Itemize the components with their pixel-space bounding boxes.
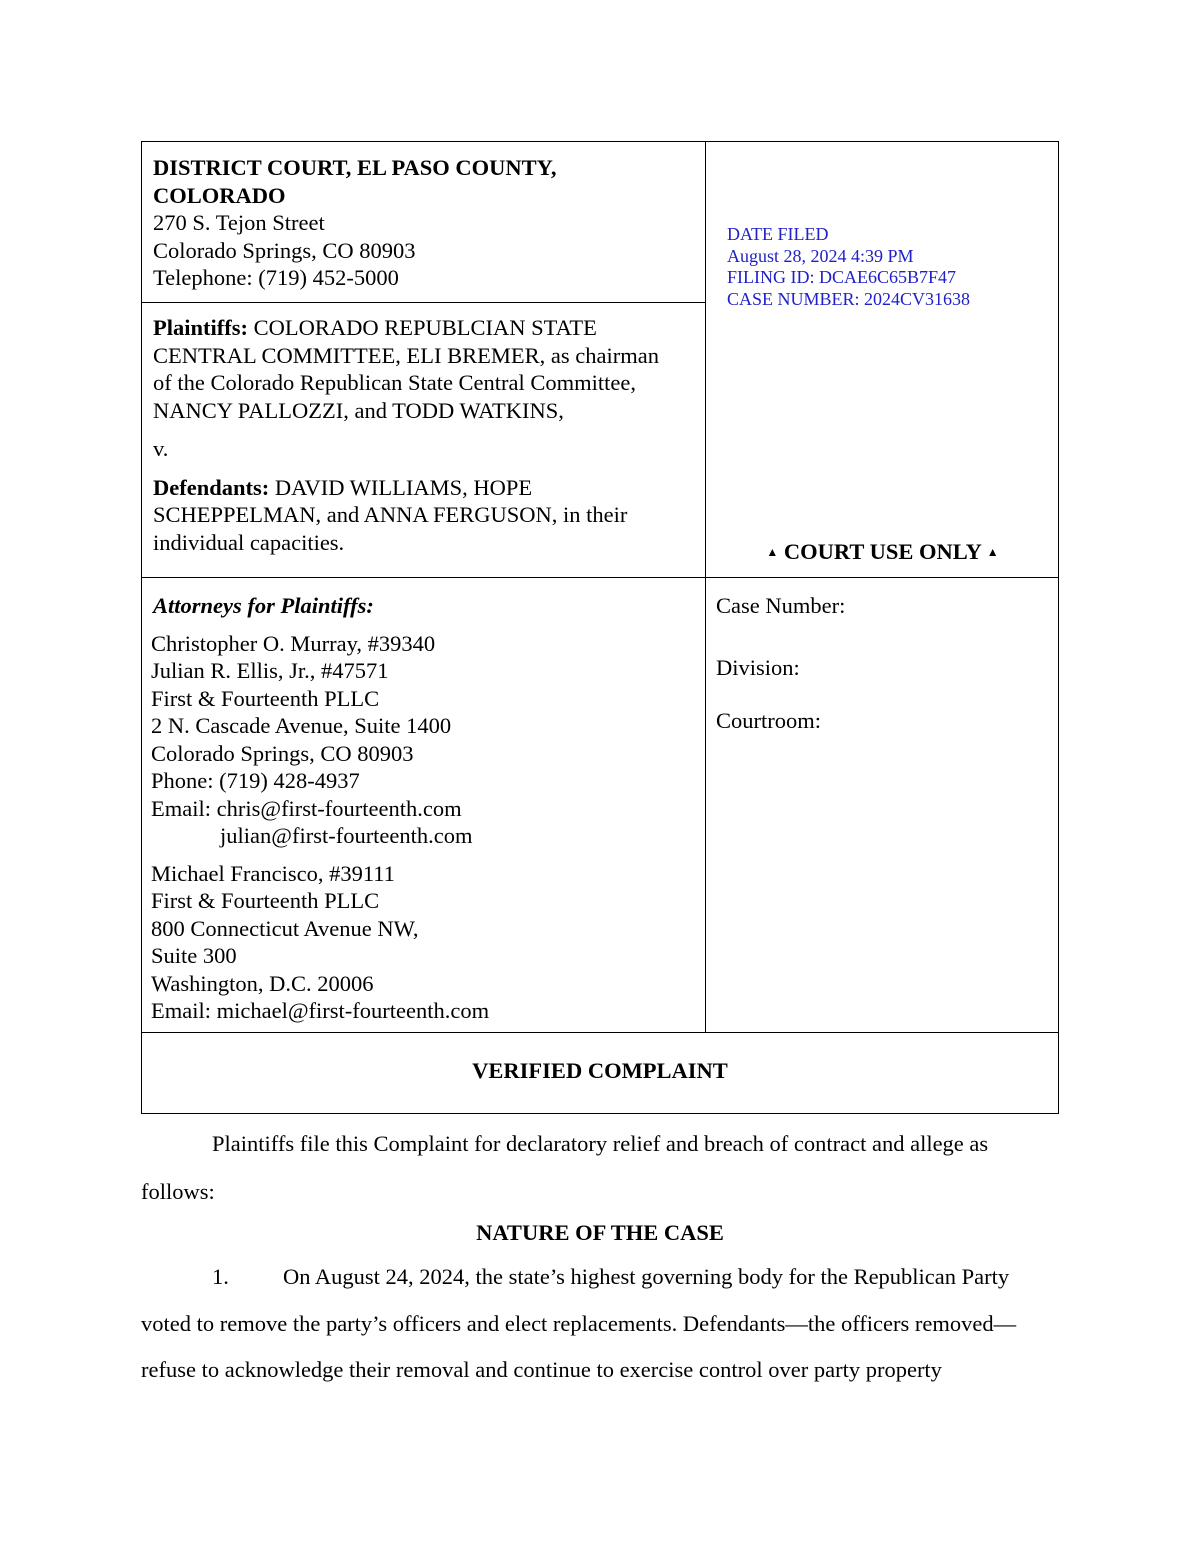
case-caption-table	[141, 141, 1059, 1114]
attorneys-heading: Attorneys for Plaintiffs:	[153, 593, 374, 618]
triangle-up-icon: ▲	[986, 545, 999, 559]
plaintiffs-line4: NANCY PALLOZZI, and TODD WATKINS,	[153, 397, 564, 423]
filing-id: FILING ID: DCAE6C65B7F47	[727, 267, 957, 287]
attorney-line: julian@first-fourteenth.com	[220, 823, 473, 848]
paragraph-1-line2: voted to remove the party’s officers and elect replacements. Defendants—the officers removed—	[141, 1311, 1017, 1336]
attorney-line: Colorado Springs, CO 80903	[151, 740, 414, 766]
attorney-line: 2 N. Cascade Avenue, Suite 1400	[151, 713, 452, 738]
defendants-line2: SCHEPPELMAN, and ANNA FERGUSON, in their	[153, 502, 628, 527]
case-number-label: Case Number:	[716, 593, 846, 618]
date-filed-value: August 28, 2024 4:39 PM	[727, 245, 914, 266]
attorney-line: 800 Connecticut Avenue NW,	[151, 915, 419, 941]
attorney-line: First & Fourteenth PLLC	[151, 685, 380, 711]
attorney-line: Christopher O. Murray, #39340	[151, 630, 436, 656]
intro-line1: Plaintiffs file this Complaint for declaratory relief and breach of contract and allege as	[212, 1131, 989, 1156]
caption-divider-court	[142, 302, 705, 303]
filing-stamp	[727, 224, 970, 310]
division-label: Division:	[716, 654, 800, 680]
parties-block	[153, 314, 659, 556]
plaintiffs-label: Plaintiffs:	[153, 315, 248, 340]
attorneys-block	[153, 592, 489, 1025]
attorney-line: Phone: (719) 428-4937	[151, 768, 360, 793]
paragraph-1-line3: refuse to acknowledge their removal and continue to exercise control over party property	[141, 1357, 942, 1382]
plaintiffs-line2: CENTRAL COMMITTEE, ELI BREMER, as chairman	[153, 342, 659, 368]
attorney-line: Michael Francisco, #39111	[151, 860, 395, 886]
courtroom-label: Courtroom:	[716, 708, 821, 733]
caption-divider-attorneys	[142, 1032, 1058, 1033]
caption-divider-parties	[142, 577, 1058, 578]
court-address-line1: 270 S. Tejon Street	[153, 210, 325, 235]
attorney-line: Julian R. Ellis, Jr., #47571	[151, 658, 389, 683]
attorney-line: Suite 300	[151, 943, 237, 968]
court-name-line1: DISTRICT COURT, EL PASO COUNTY,	[153, 155, 557, 180]
versus: v.	[153, 436, 169, 461]
paragraph-1-line1: On August 24, 2024, the state’s highest governing body for the Republican Party	[283, 1264, 1010, 1289]
court-use-only-label: COURT USE ONLY	[783, 539, 982, 564]
caption-vertical-divider	[705, 142, 706, 1032]
defendants-line3: individual capacities.	[153, 529, 345, 555]
case-info-block	[716, 592, 845, 735]
court-block	[153, 154, 556, 292]
attorney-group-1	[151, 630, 489, 850]
document-title: VERIFIED COMPLAINT	[472, 1058, 728, 1083]
plaintiffs-text1: COLORADO REPUBLCIAN STATE	[248, 315, 597, 340]
case-number-stamp: CASE NUMBER: 2024CV31638	[727, 288, 971, 309]
date-filed-label: DATE FILED	[727, 224, 829, 244]
attorney-group-2	[151, 860, 489, 1025]
defendants-line1	[153, 474, 659, 502]
paragraph-1-number: 1.	[212, 1264, 229, 1289]
court-address-line2: Colorado Springs, CO 80903	[153, 237, 416, 263]
defendants-text1: DAVID WILLIAMS, HOPE	[269, 474, 533, 500]
defendants-label: Defendants:	[153, 474, 270, 500]
court-use-only	[706, 539, 1059, 565]
court-telephone: Telephone: (719) 452-5000	[153, 265, 399, 290]
attorney-line: Email: michael@first-fourteenth.com	[151, 998, 490, 1023]
intro-line2: follows:	[141, 1179, 215, 1204]
section-heading: NATURE OF THE CASE	[476, 1220, 724, 1245]
triangle-up-icon: ▲	[766, 545, 779, 559]
attorney-line: Email: chris@first-fourteenth.com	[151, 795, 462, 821]
plaintiffs-line3: of the Colorado Republican State Central Committee,	[153, 370, 637, 395]
plaintiffs-line1	[153, 314, 659, 342]
attorney-line: Washington, D.C. 20006	[151, 970, 374, 996]
attorney-line: First & Fourteenth PLLC	[151, 888, 380, 913]
court-name-line2: COLORADO	[153, 182, 286, 208]
